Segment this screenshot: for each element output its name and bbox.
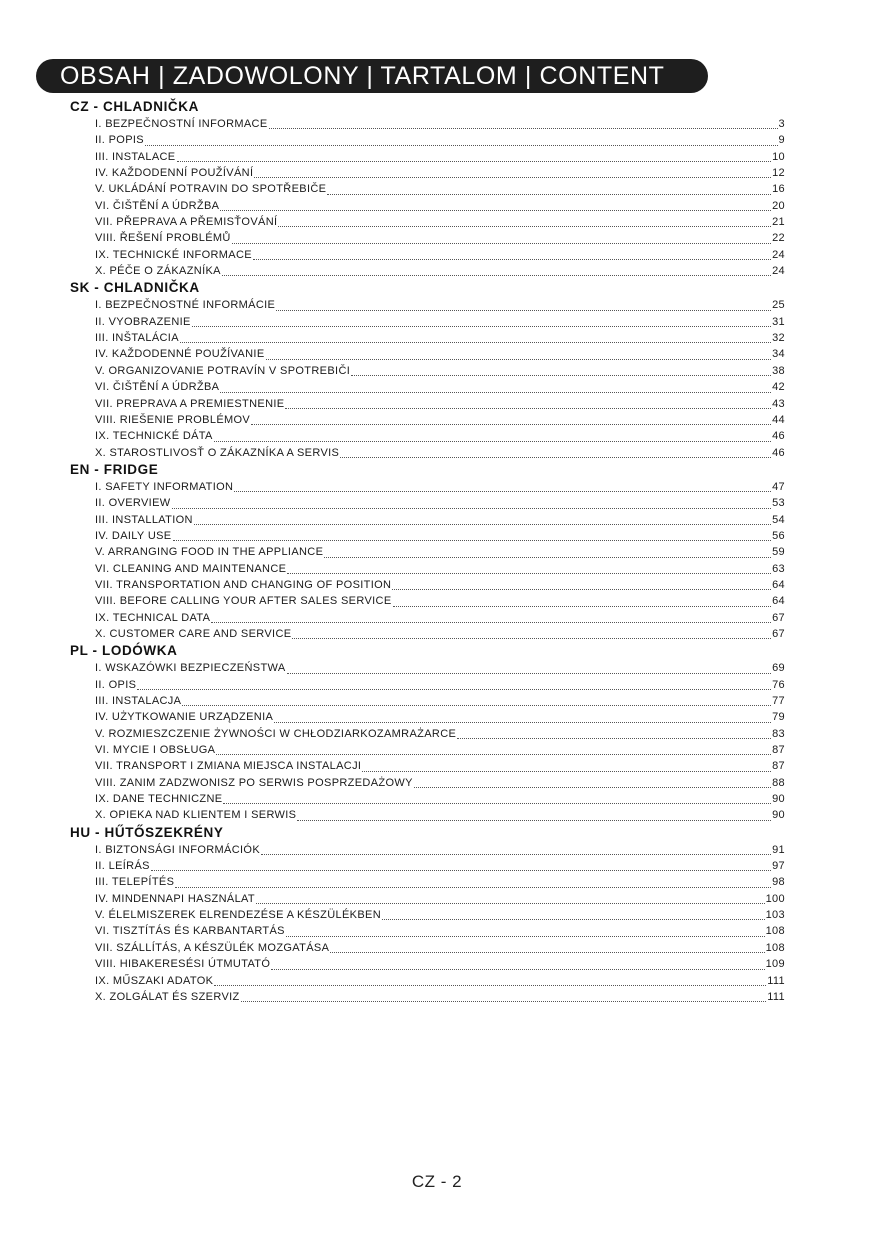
toc-entry[interactable]	[95, 593, 785, 609]
toc-entry-page: 12	[772, 167, 785, 180]
toc-entry[interactable]	[95, 907, 785, 923]
toc-entry-page: 3	[778, 118, 785, 130]
toc-entry[interactable]	[95, 445, 785, 461]
dot-leader	[287, 672, 772, 674]
dot-leader	[220, 391, 771, 393]
dot-leader	[287, 572, 771, 574]
toc-entry-label: III. INSTALACJA	[95, 695, 182, 707]
toc-entry-label: I. SAFETY INFORMATION	[95, 480, 234, 493]
dot-leader	[285, 407, 771, 409]
page-title-banner	[36, 59, 708, 93]
toc-entry-page: 67	[772, 611, 785, 624]
dot-leader	[192, 325, 771, 327]
toc-entry-page: 59	[772, 546, 785, 559]
dot-leader	[271, 968, 764, 970]
dot-leader	[241, 1000, 767, 1002]
toc-entry-page: 46	[772, 446, 785, 459]
toc-entry-page: 90	[772, 793, 785, 806]
toc-entry-label: IX. TECHNICKÉ DÁTA	[95, 430, 213, 443]
toc-entry-page: 111	[767, 974, 785, 987]
dot-leader	[216, 753, 771, 755]
toc-entry[interactable]	[95, 479, 785, 495]
toc-entry[interactable]	[95, 726, 785, 742]
toc-entry[interactable]	[95, 610, 785, 626]
toc-entry-label: IX. TECHNICKÉ INFORMACE	[95, 248, 252, 261]
toc-entry[interactable]	[95, 314, 785, 330]
dot-leader	[223, 802, 771, 804]
toc-entry-label: X. CUSTOMER CARE AND SERVICE	[95, 627, 292, 640]
toc-entry-page: 103	[765, 909, 785, 922]
dot-leader	[292, 637, 771, 639]
dot-leader	[182, 704, 771, 706]
dot-leader	[382, 918, 765, 920]
toc-entry-page: 16	[772, 183, 785, 196]
toc-entry[interactable]	[95, 330, 785, 346]
toc-section	[0, 461, 874, 642]
dot-leader	[211, 621, 771, 623]
dot-leader	[251, 423, 771, 425]
dot-leader	[253, 258, 771, 260]
toc-entry-page: 98	[772, 876, 785, 889]
toc-entry-page: 64	[772, 595, 785, 608]
dot-leader	[234, 490, 771, 492]
toc-entry-label: V. ÉLELMISZEREK ELRENDEZÉSE A KÉSZÜLÉKBEN	[95, 909, 381, 922]
section-title: PL - LODÓWKA	[70, 643, 178, 659]
toc-entry[interactable]	[95, 181, 785, 197]
page-title: OBSAH | ZADOWOLONY | TARTALOM | CONTENT	[60, 62, 665, 90]
toc-entry[interactable]	[95, 297, 785, 313]
toc-entry-page: 10	[772, 150, 785, 163]
toc-entry-label: II. LEÍRÁS	[95, 860, 150, 873]
toc-entry-page: 83	[772, 727, 785, 740]
toc-entry-label: X. OPIEKA NAD KLIENTEM I SERWIS	[95, 809, 297, 822]
toc-entry[interactable]	[95, 561, 785, 577]
toc-entry-label: III. INŠTALÁCIA	[95, 332, 179, 345]
toc-entry-label: IX. TECHNICAL DATA	[95, 611, 211, 624]
toc-section	[0, 279, 874, 460]
toc-entry-label: X. PÉČE O ZÁKAZNÍKA	[95, 265, 221, 278]
toc-entry[interactable]	[95, 149, 785, 165]
toc-entry-page: 97	[772, 860, 785, 873]
toc-entry-label: IX. DANE TECHNICZNE	[95, 793, 223, 806]
toc-entry-label: IV. DAILY USE	[95, 529, 172, 542]
toc-entry-page: 43	[772, 397, 785, 410]
dot-leader	[274, 721, 771, 723]
dot-leader	[137, 688, 771, 690]
toc-entry-page: 46	[772, 430, 785, 443]
toc-entry-label: VI. ČIŠTĚNÍ A ÚDRŽBA	[95, 381, 220, 394]
toc-entry[interactable]	[95, 842, 785, 858]
toc-entry-label: VII. PREPRAVA A PREMIESTNENIE	[95, 397, 285, 410]
toc-section	[0, 642, 874, 823]
toc-entry[interactable]	[95, 874, 785, 890]
toc-entry-label: I. WSKAZÓWKI BEZPIECZEŃSTWA	[95, 662, 286, 675]
toc-entry-page: 9	[778, 134, 785, 147]
toc-entry[interactable]	[95, 544, 785, 560]
toc-entry[interactable]	[95, 230, 785, 246]
dot-leader	[214, 440, 771, 442]
toc-entry-page: 69	[772, 662, 785, 675]
dot-leader	[177, 160, 772, 162]
dot-leader	[145, 144, 778, 146]
toc-section	[0, 98, 874, 279]
toc-entry-label: VIII. BEFORE CALLING YOUR AFTER SALES SERVICE	[95, 595, 392, 608]
toc-entry-page: 91	[772, 843, 785, 856]
toc-entry[interactable]	[95, 198, 785, 214]
dot-leader	[330, 951, 764, 953]
toc-entry-label: IX. MŰSZAKI ADATOK	[95, 974, 214, 987]
toc-entry-list	[0, 660, 874, 823]
toc-entry-label: V. UKLÁDÁNÍ POTRAVIN DO SPOTŘEBIČE	[95, 183, 327, 196]
toc-entry-page: 67	[772, 627, 785, 640]
toc-entry[interactable]	[95, 758, 785, 774]
toc-entry-list	[0, 297, 874, 460]
toc-entry-label: X. STAROSTLIVOSŤ O ZÁKAZNÍKA A SERVIS	[95, 446, 340, 459]
toc-entry-label: II. VYOBRAZENIE	[95, 315, 191, 328]
toc-entry[interactable]	[95, 775, 785, 791]
toc-entry[interactable]	[95, 956, 785, 972]
toc-entry-page: 34	[772, 348, 785, 361]
toc-entry-label: III. TELEPÍTÉS	[95, 876, 175, 889]
toc-entry-label: IV. KAŽDODENNÉ POUŽÍVANIE	[95, 348, 265, 361]
toc-entry-page: 76	[772, 678, 785, 691]
page-number: CZ - 2	[411, 1172, 463, 1191]
toc-entry-label: III. INSTALACE	[95, 150, 176, 163]
toc-entry[interactable]	[95, 214, 785, 230]
dot-leader	[324, 556, 771, 558]
toc-entry[interactable]	[95, 363, 785, 379]
section-title: CZ - CHLADNIČKA	[70, 99, 199, 114]
toc-entry-label: X. ZOLGÁLAT ÉS SZERVIZ	[95, 990, 240, 1003]
dot-leader	[269, 127, 778, 129]
toc-entry[interactable]	[95, 132, 785, 148]
dot-leader	[276, 309, 771, 311]
toc-entry-page: 24	[772, 265, 785, 278]
dot-leader	[266, 358, 772, 360]
toc-entry[interactable]	[95, 428, 785, 444]
dot-leader	[256, 902, 765, 904]
section-title: SK - CHLADNIČKA	[70, 280, 200, 296]
toc-entry-page: 21	[772, 216, 785, 229]
toc-entry-page: 22	[772, 232, 785, 245]
dot-leader	[261, 853, 771, 855]
toc-entry-label: II. OPIS	[95, 678, 137, 691]
toc-entry-page: 25	[772, 299, 785, 312]
toc-entry-page: 88	[772, 776, 785, 789]
toc-entry[interactable]	[95, 940, 785, 956]
dot-leader	[180, 341, 771, 343]
toc-entry-page: 87	[772, 744, 785, 757]
dot-leader	[194, 523, 771, 525]
dot-leader	[392, 588, 771, 590]
toc-entry[interactable]	[95, 165, 785, 181]
table-of-contents	[0, 98, 874, 1005]
toc-entry-label: IV. KAŽDODENNÍ POUŽÍVÁNÍ	[95, 167, 254, 180]
toc-entry-page: 24	[772, 248, 785, 261]
toc-entry[interactable]	[95, 346, 785, 362]
toc-section	[0, 824, 874, 1005]
toc-entry-page: 64	[772, 578, 785, 591]
toc-entry-label: VI. CLEANING AND MAINTENANCE	[95, 562, 287, 575]
toc-entry-list	[0, 116, 874, 279]
toc-entry-label: VII. PŘEPRAVA A PŘEMISŤOVÁNÍ	[95, 216, 278, 229]
toc-entry[interactable]	[95, 891, 785, 907]
toc-entry[interactable]	[95, 807, 785, 823]
dot-leader	[151, 869, 771, 871]
dot-leader	[327, 193, 771, 195]
toc-entry-page: 111	[767, 990, 785, 1003]
toc-entry-page: 53	[772, 497, 785, 510]
toc-entry-list	[0, 842, 874, 1005]
toc-entry-label: VII. TRANSPORTATION AND CHANGING OF POSITION	[95, 578, 392, 591]
toc-entry-page: 56	[772, 529, 785, 542]
toc-entry-page: 20	[772, 199, 785, 212]
toc-entry[interactable]	[95, 677, 785, 693]
toc-entry[interactable]	[95, 495, 785, 511]
toc-entry-label: VII. TRANSPORT I ZMIANA MIEJSCA INSTALACJI	[95, 760, 362, 773]
toc-entry[interactable]	[95, 973, 785, 989]
toc-entry[interactable]	[95, 396, 785, 412]
toc-entry-page: 79	[772, 711, 785, 724]
toc-entry[interactable]	[95, 858, 785, 874]
toc-entry-label: IV. MINDENNAPI HASZNÁLAT	[95, 892, 255, 905]
toc-entry-label: II. POPIS	[95, 134, 144, 147]
toc-entry-page: 109	[765, 958, 785, 971]
toc-entry[interactable]	[95, 742, 785, 758]
toc-entry[interactable]	[95, 116, 785, 132]
toc-entry-page: 47	[772, 480, 785, 493]
toc-entry-label: VI. MYCIE I OBSŁUGA	[95, 744, 216, 757]
toc-entry[interactable]	[95, 626, 785, 642]
toc-entry-list	[0, 479, 874, 642]
toc-entry-label: II. OVERVIEW	[95, 497, 171, 510]
toc-entry-page: 31	[772, 315, 785, 328]
toc-entry-label: VIII. HIBAKERESÉSI ÚTMUTATÓ	[95, 958, 271, 971]
toc-entry[interactable]	[95, 709, 785, 725]
section-title: HU - HŰTŐSZEKRÉNY	[70, 824, 224, 840]
toc-entry-label: VI. TISZTÍTÁS ÉS KARBANTARTÁS	[95, 925, 285, 938]
toc-entry-page: 38	[772, 364, 785, 377]
toc-entry-page: 87	[772, 760, 785, 773]
toc-entry-label: I. BIZTONSÁGI INFORMÁCIÓK	[95, 843, 261, 856]
dot-leader	[175, 886, 771, 888]
toc-entry-page: 90	[772, 809, 785, 822]
dot-leader	[351, 374, 771, 376]
toc-entry-label: I. BEZPEČNOSTNÉ INFORMÁCIE	[95, 299, 276, 312]
toc-entry[interactable]	[95, 247, 785, 263]
toc-entry[interactable]	[95, 660, 785, 676]
dot-leader	[254, 176, 771, 178]
dot-leader	[340, 456, 771, 458]
toc-entry[interactable]	[95, 923, 785, 939]
toc-entry[interactable]	[95, 263, 785, 279]
dot-leader	[214, 984, 766, 986]
toc-entry-page: 77	[772, 695, 785, 707]
dot-leader	[232, 242, 771, 244]
toc-entry-label: VIII. ZANIM ZADZWONISZ PO SERWIS POSPRZEDAŻOWY	[95, 776, 413, 789]
dot-leader	[172, 507, 772, 509]
toc-entry-page: 42	[772, 381, 785, 394]
dot-leader	[414, 786, 771, 788]
toc-entry[interactable]	[95, 528, 785, 544]
toc-entry-label: I. BEZPEČNOSTNÍ INFORMACE	[95, 118, 268, 130]
dot-leader	[457, 737, 771, 739]
toc-entry[interactable]	[95, 693, 785, 709]
toc-entry-page: 32	[772, 332, 785, 345]
toc-entry-page: 63	[772, 562, 785, 575]
dot-leader	[297, 819, 771, 821]
toc-entry-label: V. ORGANIZOVANIE POTRAVÍN V SPOTREBIČI	[95, 364, 351, 377]
toc-entry-label: VII. SZÁLLÍTÁS, A KÉSZÜLÉK MOZGATÁSA	[95, 941, 330, 954]
dot-leader	[393, 605, 772, 607]
toc-entry[interactable]	[95, 791, 785, 807]
toc-entry-label: III. INSTALLATION	[95, 513, 193, 526]
dot-leader	[220, 209, 771, 211]
toc-entry-page: 44	[772, 413, 785, 426]
toc-entry-page: 54	[772, 513, 785, 526]
toc-entry-label: V. ARRANGING FOOD IN THE APPLIANCE	[95, 546, 324, 559]
section-title: EN - FRIDGE	[70, 461, 159, 477]
dot-leader	[222, 274, 771, 276]
toc-entry-label: VIII. RIEŠENIE PROBLÉMOV	[95, 413, 251, 426]
toc-entry[interactable]	[95, 989, 785, 1005]
toc-entry-label: VIII. ŘEŠENÍ PROBLÉMŮ	[95, 232, 231, 245]
toc-entry-label: V. ROZMIESZCZENIE ŻYWNOŚCI W CHŁODZIARKOZAMRAŻARCE	[95, 727, 457, 740]
toc-entry-page: 100	[765, 892, 785, 905]
toc-entry[interactable]	[95, 577, 785, 593]
toc-entry-page: 108	[765, 925, 785, 938]
toc-entry-page: 108	[765, 941, 785, 954]
dot-leader	[362, 770, 771, 772]
toc-entry-label: VI. ČIŠTĚNÍ A ÚDRŽBA	[95, 199, 220, 212]
dot-leader	[278, 225, 771, 227]
dot-leader	[286, 935, 765, 937]
toc-entry[interactable]	[95, 412, 785, 428]
toc-entry[interactable]	[95, 379, 785, 395]
toc-entry[interactable]	[95, 512, 785, 528]
toc-entry-label: IV. UŻYTKOWANIE URZĄDZENIA	[95, 711, 274, 724]
dot-leader	[173, 539, 772, 541]
